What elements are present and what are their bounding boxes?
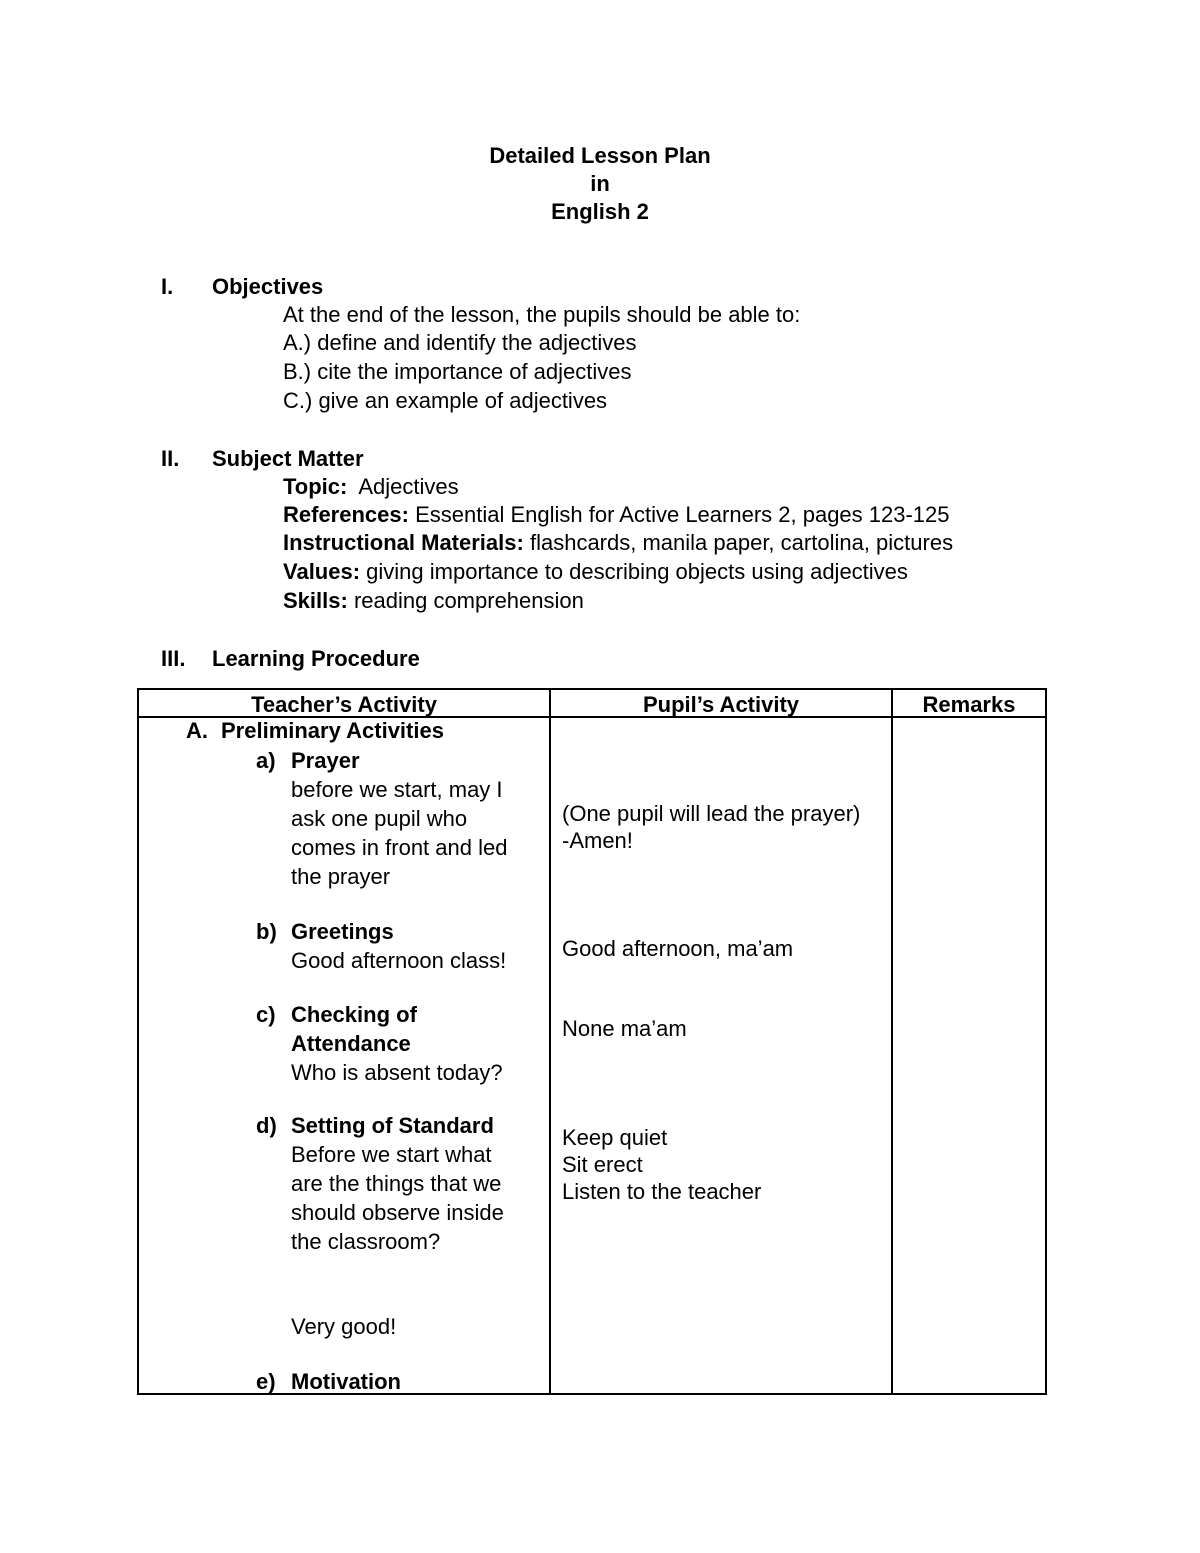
references-line — [283, 502, 950, 528]
objective-item: C.) give an example of adjectives — [283, 388, 608, 413]
attendance-teacher-text: Who is absent today? — [291, 1060, 503, 1085]
materials-label: Instructional Materials: — [283, 530, 524, 555]
text-line: Listen to the teacher — [562, 1179, 762, 1204]
text-line: are the things that we — [291, 1171, 502, 1196]
section-number-subject-matter: II. — [161, 446, 180, 471]
standard-pupil-text — [562, 1124, 761, 1205]
header-teacher-activity: Teacher’s Activity — [251, 692, 437, 717]
standard-teacher-text — [291, 1140, 504, 1256]
topic-label: Topic: — [283, 474, 348, 499]
objective-item: B.) cite the importance of adjectives — [283, 359, 632, 384]
skills-line — [283, 588, 584, 614]
section-preliminary-activities: Preliminary Activities — [221, 718, 444, 743]
topic-line — [283, 474, 459, 500]
values-label: Values: — [283, 559, 361, 584]
motivation-title: Motivation — [291, 1369, 401, 1394]
text-line: ask one pupil who — [291, 806, 468, 831]
skills-value: reading comprehension — [353, 588, 584, 613]
materials-value: flashcards, manila paper, cartolina, pictures — [529, 530, 954, 555]
text-line: the classroom? — [291, 1229, 441, 1254]
attendance-title — [291, 1000, 417, 1058]
attendance-pupil-text: None ma’am — [562, 1016, 687, 1041]
header-pupil-activity: Pupil’s Activity — [642, 692, 800, 717]
standard-followup: Very good! — [291, 1314, 397, 1339]
column-divider — [549, 690, 551, 1393]
item-letter: b) — [256, 919, 277, 944]
item-letter: d) — [256, 1113, 277, 1138]
skills-label: Skills: — [283, 588, 348, 613]
column-divider — [891, 690, 893, 1393]
section-title-subject-matter: Subject Matter — [212, 446, 364, 471]
text-line: Checking of — [291, 1002, 417, 1027]
objective-item: A.) define and identify the adjectives — [283, 330, 637, 355]
values-value: giving importance to describing objects using adjectives — [366, 559, 908, 584]
document-subject: English 2 — [551, 199, 649, 224]
section-number-objectives: I. — [161, 274, 174, 299]
text-line: before we start, may I — [291, 777, 503, 802]
prayer-pupil-text — [562, 800, 860, 854]
text-line: Before we start what — [291, 1142, 492, 1167]
text-line: comes in front and led — [291, 835, 508, 860]
item-letter: a) — [256, 748, 276, 773]
section-letter: A. — [186, 718, 208, 743]
text-line: Attendance — [291, 1031, 411, 1056]
item-letter: e) — [256, 1369, 276, 1394]
values-line — [283, 559, 908, 585]
learning-procedure-table — [137, 688, 1047, 1395]
text-line: Keep quiet — [562, 1125, 668, 1150]
greetings-title: Greetings — [291, 919, 394, 944]
text-line: (One pupil will lead the prayer) — [562, 801, 861, 826]
prayer-teacher-text — [291, 775, 507, 891]
section-title-objectives: Objectives — [212, 274, 324, 299]
item-letter: c) — [256, 1002, 276, 1027]
text-line: Sit erect — [562, 1152, 643, 1177]
text-line: the prayer — [291, 864, 391, 889]
topic-value: Adjectives — [358, 474, 459, 499]
references-value: Essential English for Active Learners 2, pages 123-125 — [415, 502, 950, 527]
greetings-pupil-text: Good afternoon, ma’am — [562, 936, 794, 961]
materials-line — [283, 530, 953, 556]
text-line: -Amen! — [562, 828, 633, 853]
objectives-intro: At the end of the lesson, the pupils should be able to: — [283, 302, 801, 327]
header-remarks: Remarks — [922, 692, 1016, 717]
greetings-teacher-text: Good afternoon class! — [291, 948, 507, 973]
document-subtitle-in: in — [590, 171, 610, 196]
section-title-procedure: Learning Procedure — [212, 646, 420, 671]
standard-title: Setting of Standard — [291, 1113, 494, 1138]
section-number-procedure: III. — [161, 646, 186, 671]
text-line: should observe inside — [291, 1200, 504, 1225]
prayer-title: Prayer — [291, 748, 360, 773]
document-title: Detailed Lesson Plan — [489, 143, 711, 168]
references-label: References: — [283, 502, 409, 527]
